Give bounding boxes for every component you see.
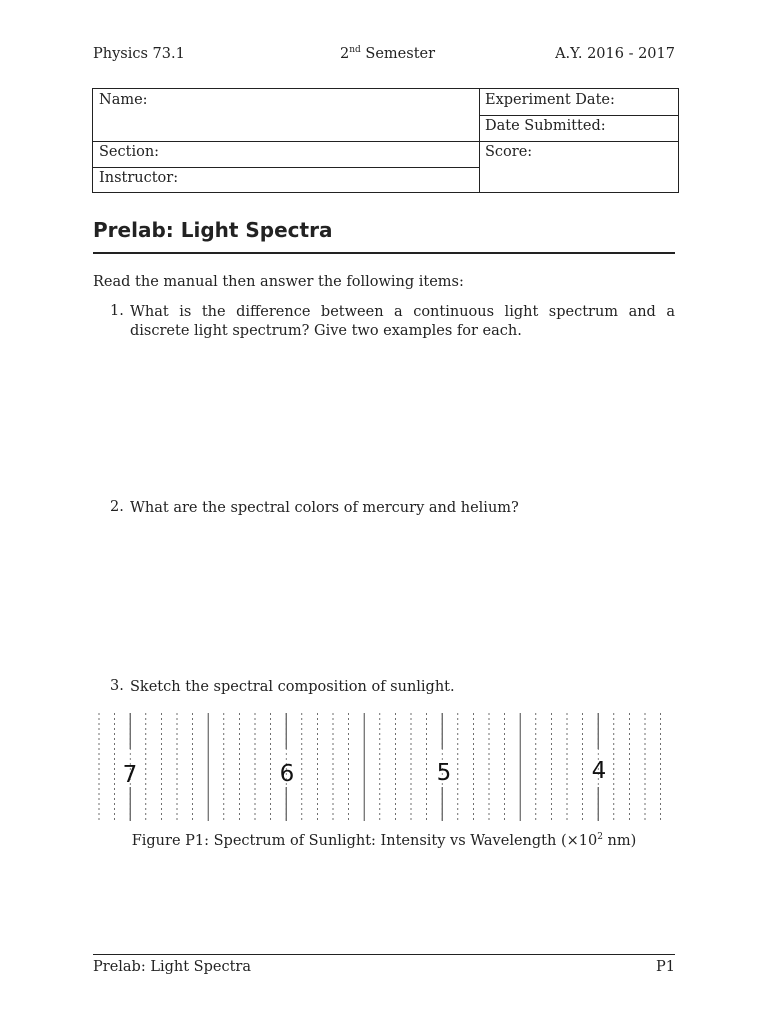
instructions: Read the manual then answer the following items: <box>93 274 464 290</box>
question-number: 1. <box>110 303 124 319</box>
page-title: Prelab: Light Spectra <box>93 218 333 242</box>
figure-caption <box>0 833 768 849</box>
instructor-field[interactable]: Instructor: <box>99 170 179 186</box>
footer-rule <box>93 954 675 955</box>
title-rule <box>93 252 675 254</box>
date-submitted-field[interactable]: Date Submitted: <box>485 118 606 134</box>
course-name: Physics 73.1 <box>93 46 185 62</box>
scale-label-600: 6 <box>279 761 295 787</box>
page-number: P1 <box>656 959 675 975</box>
question-text: What are the spectral colors of mercury and helium? <box>130 500 519 516</box>
wavelength-scale <box>93 711 675 823</box>
caption-exponent: 2 <box>597 832 603 842</box>
caption-unit: nm) <box>602 833 637 849</box>
academic-year: A.Y. 2016 - 2017 <box>555 46 675 62</box>
caption-text: Figure P1: Spectrum of Sunlight: Intensity vs Wavelength (×10 <box>131 833 598 849</box>
question-text: What is the difference between a continuous light spectrum and a discrete light spectrum? Give two examples for each. <box>130 304 675 339</box>
footer-title: Prelab: Light Spectra <box>93 959 251 975</box>
name-field[interactable]: Name: <box>99 92 148 108</box>
student-info-table <box>92 88 679 193</box>
semester-number: 2 <box>340 46 350 62</box>
scale-label-500: 5 <box>436 760 452 786</box>
section-field[interactable]: Section: <box>99 144 160 160</box>
question-number: 3. <box>110 678 124 694</box>
semester <box>340 46 435 62</box>
semester-ordinal: nd <box>349 45 361 55</box>
score-field[interactable]: Score: <box>485 144 533 160</box>
experiment-date-field[interactable]: Experiment Date: <box>485 92 615 108</box>
question-text: Sketch the spectral composition of sunlight. <box>130 679 455 695</box>
scale-ticks <box>99 713 661 821</box>
question-number: 2. <box>110 499 124 515</box>
semester-word: Semester <box>360 46 436 62</box>
scale-label-700: 7 <box>122 762 138 788</box>
scale-label-400: 4 <box>591 758 607 784</box>
